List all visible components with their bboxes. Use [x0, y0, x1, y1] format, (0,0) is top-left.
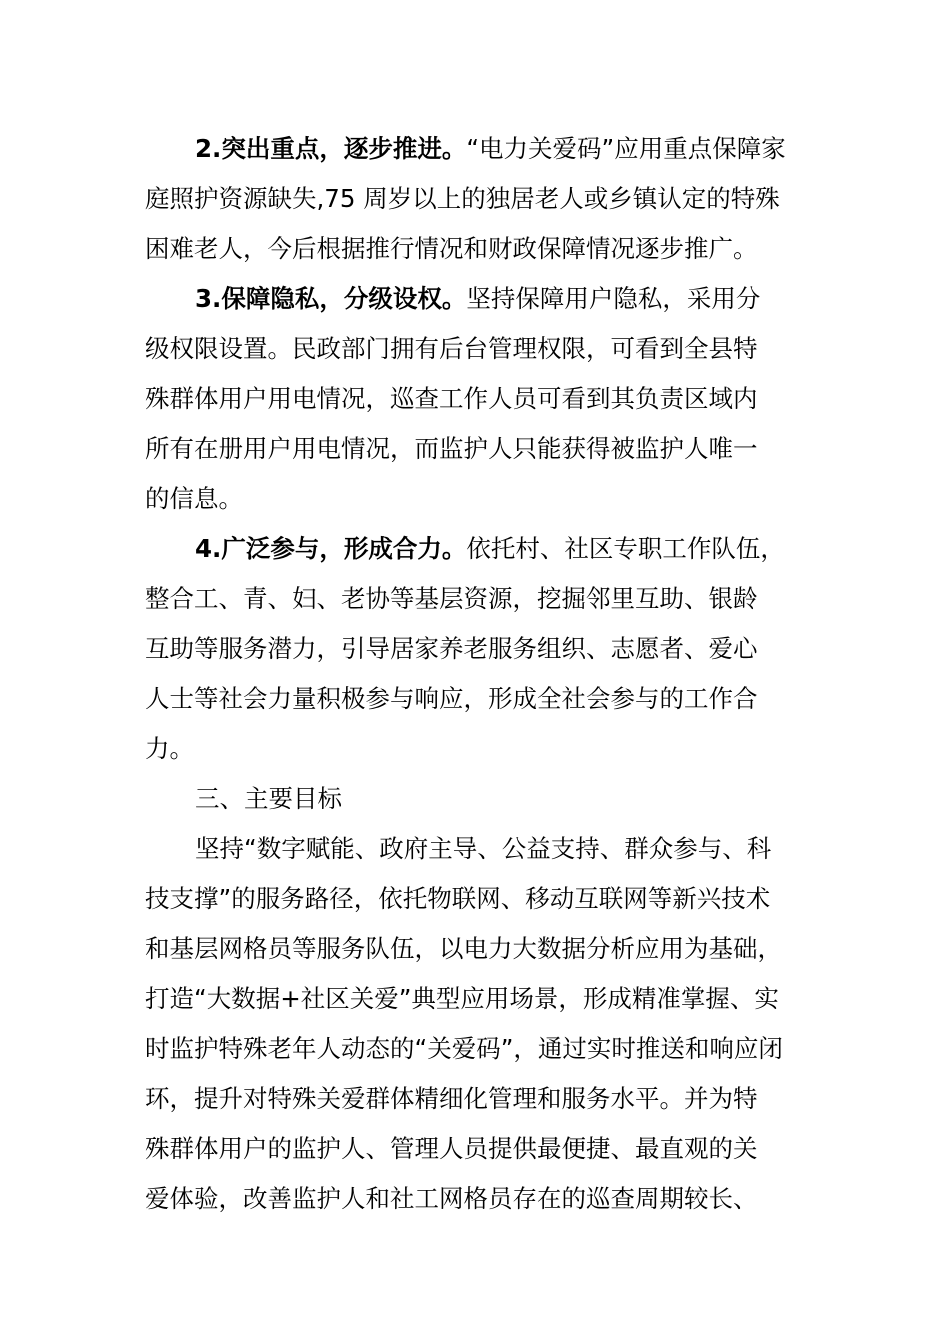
paragraph-line: 坚持“数字赋能、政府主导、公益支持、群众参与、科: [195, 834, 772, 863]
paragraph-line: 爱体验，改善监护人和社工网格员存在的巡查周期较长、: [145, 1184, 758, 1213]
paragraph-line: 力。: [145, 734, 194, 763]
paragraph-line: 人士等社会力量积极参与响应，形成全社会参与的工作合: [145, 684, 758, 713]
paragraph-line: 的信息。: [145, 484, 243, 513]
section-title: 三、主要目标: [195, 784, 342, 813]
paragraph-line: 打造“大数据+社区关爱”典型应用场景，形成精准掌握、实: [145, 984, 779, 1013]
section-heading-2: 2.突出重点，逐步推进。: [195, 134, 467, 163]
paragraph-line: 整合工、青、妇、老协等基层资源，挖掘邻里互助、银龄: [145, 584, 758, 613]
paragraph-line: 所有在册用户用电情况，而监护人只能获得被监护人唯一: [145, 434, 758, 463]
paragraph-line: 和基层网格员等服务队伍，以电力大数据分析应用为基础，: [145, 934, 782, 963]
paragraph-line: 时监护特殊老年人动态的“关爱码”，通过实时推送和响应闭: [145, 1034, 783, 1063]
paragraph-line: [195, 284, 761, 313]
section-heading-3: 3.保障隐私，分级设权。: [195, 284, 467, 313]
paragraph-line: 环，提升对特殊关爱群体精细化管理和服务水平。并为特: [145, 1084, 758, 1113]
paragraph-text: “电力关爱码”应用重点保障家: [466, 134, 786, 163]
paragraph-line: 互助等服务潜力，引导居家养老服务组织、志愿者、爱心: [145, 634, 758, 663]
paragraph-line: 技支撑”的服务路径，依托物联网、移动互联网等新兴技术: [145, 884, 771, 913]
paragraph-line: 殊群体用户用电情况，巡查工作人员可看到其负责区域内: [145, 384, 758, 413]
paragraph-line: [195, 134, 786, 163]
paragraph-line: 困难老人，今后根据推行情况和财政保障情况逐步推广。: [145, 234, 758, 263]
paragraph-line: 级权限设置。民政部门拥有后台管理权限，可看到全县特: [145, 334, 758, 363]
paragraph-line: 庭照护资源缺失,75 周岁以上的独居老人或乡镇认定的特殊: [145, 184, 780, 213]
paragraph-text: 依托村、社区专职工作队伍，: [466, 534, 785, 563]
section-heading-4: 4.广泛参与，形成合力。: [195, 534, 467, 563]
paragraph-line: 殊群体用户的监护人、管理人员提供最便捷、最直观的关: [145, 1134, 758, 1163]
paragraph-line: [195, 534, 785, 563]
paragraph-text: 坚持保障用户隐私，采用分: [466, 284, 761, 313]
